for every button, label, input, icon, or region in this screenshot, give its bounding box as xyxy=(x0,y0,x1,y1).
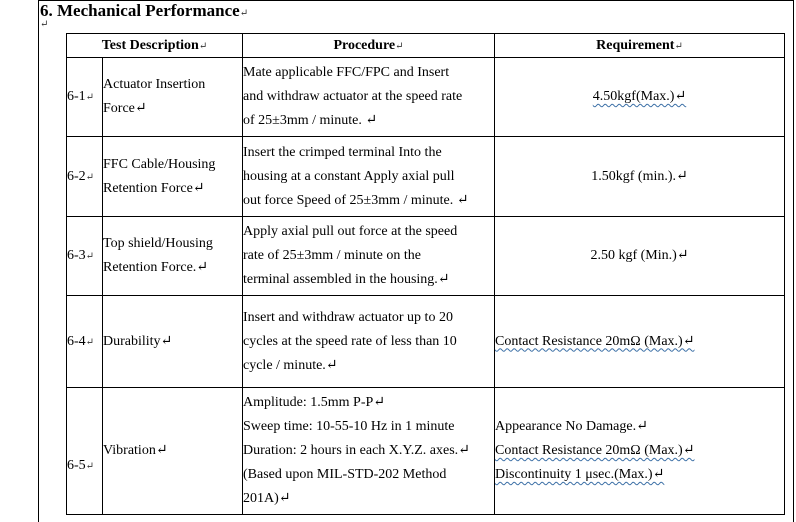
table-row xyxy=(67,217,785,296)
test-description: Actuator Insertion Force↵ xyxy=(103,58,243,137)
test-description: FFC Cable/Housing Retention Force↵ xyxy=(103,137,243,217)
test-procedure: Insert and withdraw actuator up to 20 cycles at the speed rate of less than 10 cycle / minute.↵ xyxy=(243,296,495,388)
test-procedure: Mate applicable FFC/FPC and Insert and withdraw actuator at the speed rate of 25±3mm / minute. ↵ xyxy=(243,58,495,137)
test-procedure: Apply axial pull out force at the speed rate of 25±3mm / minute on the terminal assembled in the housing.↵ xyxy=(243,217,495,296)
table-row xyxy=(67,137,785,217)
test-requirement: 4.50kgf(Max.)↵ xyxy=(495,58,785,137)
test-number: 6-5↵ xyxy=(67,388,103,515)
header-test-description: Test Description↵ xyxy=(67,34,243,58)
page-right-margin-line xyxy=(793,0,794,522)
test-number: 6-2↵ xyxy=(67,137,103,217)
mechanical-performance-table xyxy=(66,33,785,515)
table-header-row xyxy=(67,34,785,58)
table-row xyxy=(67,58,785,137)
section-heading xyxy=(40,1,248,21)
test-number: 6-4↵ xyxy=(67,296,103,388)
test-procedure: Amplitude: 1.5mm P-P↵ Sweep time: 10-55-10 Hz in 1 minute Duration: 2 hours in each X.Y.Z. axes.↵ (Based upon MIL-STD-202 Method 201A)↵ xyxy=(243,388,495,515)
test-requirement: Appearance No Damage.↵ Contact Resistance 20mΩ (Max.)↵ Discontinuity 1 μsec.(Max.)↵ xyxy=(495,388,785,515)
table-row xyxy=(67,296,785,388)
test-description: Vibration↵ xyxy=(103,388,243,515)
paragraph-mark: ↵ xyxy=(40,19,49,30)
header-procedure: Procedure↵ xyxy=(243,34,495,58)
paragraph-mark: ↵ xyxy=(239,8,249,19)
test-requirement: 2.50 kgf (Min.)↵ xyxy=(495,217,785,296)
page-left-margin-line xyxy=(38,0,39,522)
test-number: 6-1↵ xyxy=(67,58,103,137)
section-title: 6. Mechanical Performance xyxy=(40,1,240,20)
header-requirement: Requirement↵ xyxy=(495,34,785,58)
test-requirement: Contact Resistance 20mΩ (Max.)↵ xyxy=(495,296,785,388)
test-procedure: Insert the crimped terminal Into the housing at a constant Apply axial pull out force Speed of 25±3mm / minute. ↵ xyxy=(243,137,495,217)
test-number: 6-3↵ xyxy=(67,217,103,296)
test-description: Durability↵ xyxy=(103,296,243,388)
table-row xyxy=(67,388,785,515)
test-description: Top shield/Housing Retention Force.↵ xyxy=(103,217,243,296)
test-requirement: 1.50kgf (min.).↵ xyxy=(495,137,785,217)
